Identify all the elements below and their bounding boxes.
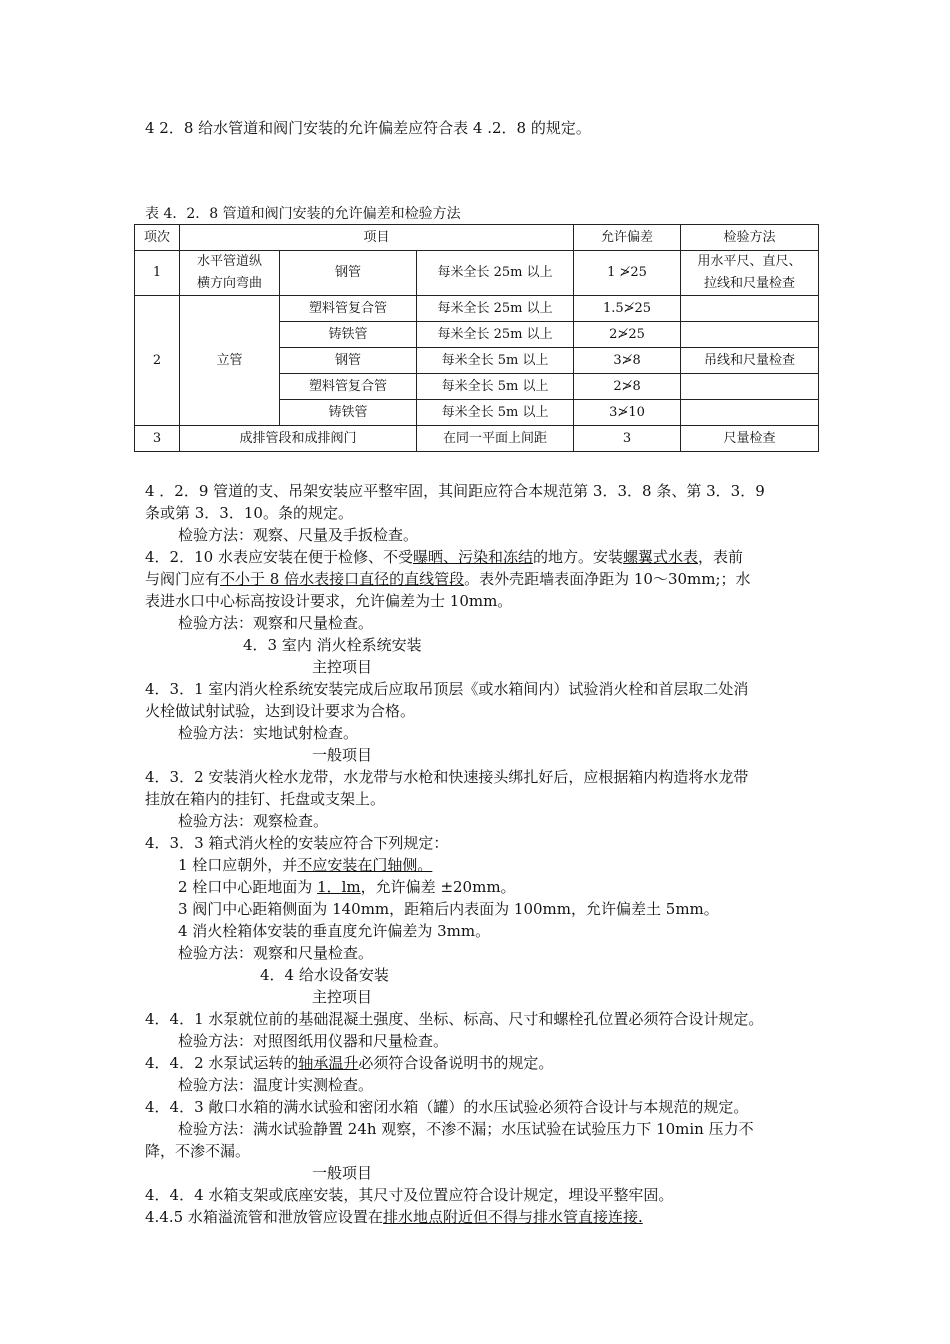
subheading-general-items: 一般项目 [312,746,373,764]
item-cell: 成排管段和成排阀门 [180,426,417,452]
method-line: 用水平尺、直尺、 [697,254,802,269]
subheading-main-items: 主控项目 [312,658,373,676]
underlined-text: 1．lm [317,878,361,896]
underlined-text: 曝晒、污染和冻结 [412,548,533,566]
method-cell: 尺量检查 [681,426,819,452]
method-cell: 吊线和尺量检查 [681,348,819,374]
section-heading-4-3: 4．3 室内 消火栓系统安装 [243,636,422,654]
text-run: 与阀门应有 [145,570,221,588]
material-cell: 钢管 [280,348,417,374]
header-cell: 允许偏差 [574,225,681,251]
inspection-method: 检验方法：实地试射检查。 [178,724,359,742]
material-cell: 铸铁管 [280,400,417,426]
clause-4-4-2 [145,1052,815,1074]
text-run: 。表外壳距墙表面净距为 10～30mm;；水 [464,570,751,588]
text-run: ，允许偏差 ±20mm。 [360,878,516,896]
clause-4-4-3: 4．4．3 敞口水箱的满水试验和密闭水箱（罐）的水压试验必须符合设计与本规范的规定。 [145,1098,749,1116]
text-run: ，表前 [698,548,744,566]
item-group-line: 水平管道纵 [196,254,262,269]
condition-cell: 每米全长 5m 以上 [417,374,574,400]
subheading-general-items: 一般项目 [312,1164,373,1182]
subheading-main-items: 主控项目 [312,988,373,1006]
row-number: 1 [135,251,180,296]
clause-4-3-2: 4．3．2 安装消火栓水龙带，水龙带与水枪和快速接头绑扎好后，应根据箱内构造将水龙带 [145,768,749,786]
text-run: 2 栓口中心距地面为 [178,878,318,896]
list-item: 4 消火栓箱体安装的垂直度允许偏差为 3mm。 [178,922,491,940]
method-cell [681,400,819,426]
table-row [135,296,819,322]
clause-4-3-1: 4．3．1 室内消火栓系统安装完成后应取吊顶层《或水箱间内）试验消火栓和首层取二处消 [145,680,749,698]
inspection-method: 检验方法：温度计实测检查。 [178,1076,374,1094]
inspection-method: 检验方法：观察和尺量检查。 [178,614,374,632]
text-run: 1 栓口应朝外，并 [178,856,298,874]
item-group-line: 横方向弯曲 [196,276,262,291]
item-group [180,251,280,296]
list-item: 3 阀门中心距箱侧面为 140mm，距箱后内表面为 100mm，允许偏差土 5mm。 [178,900,719,918]
material-cell: 铸铁管 [280,322,417,348]
material-cell: 塑料管复合管 [280,296,417,322]
section-heading-4-4: 4．4 给水设备安装 [260,966,389,984]
clause-4-4-5 [145,1206,815,1228]
clause-4-4-1: 4．4．1 水泵就位前的基础混凝土强度、坐标、标高、尺寸和螺栓孔位置必须符合设计规定。 [145,1010,764,1028]
intro-paragraph: 4 2．8 给水管道和阀门安装的允许偏差应符合表 4 .2．8 的规定。 [145,119,591,137]
tolerance-cell: 2≯25 [574,322,681,348]
tolerance-cell: 1.5≯25 [574,296,681,322]
clause-4-3-3: 4．3．3 箱式消火栓的安装应符合下列规定： [145,834,449,852]
list-item [178,854,848,876]
method-cell [681,322,819,348]
condition-cell: 每米全长 25m 以上 [417,322,574,348]
inspection-method: 检验方法：满水试验静置 24h 观察，不渗不漏；水压试验在试验压力下 10min 压力不 [178,1120,754,1138]
condition-cell: 每米全长 5m 以上 [417,400,574,426]
clause-4-2-10-cont [145,568,815,590]
tolerance-cell: 3≯10 [574,400,681,426]
text-run: 4.4.5 水箱溢流管和泄放管应设置在 [145,1208,383,1226]
table-row [135,251,819,296]
clause-4-2-9: 4 ．2．9 管道的支、吊架安装应平整牢固，其间距应符合本规范第 3．3．8 条、第 3．3．9 [145,482,765,500]
header-cell: 检验方法 [681,225,819,251]
inspection-method-cont: 降，不渗不漏。 [145,1142,251,1160]
underlined-text: 不应安装在门轴侧。 [297,856,433,874]
header-cell: 项目 [180,225,574,251]
inspection-method: 检验方法：观察检查。 [178,812,329,830]
inspection-method: 检验方法：观察、尺量及手扳检查。 [178,526,419,544]
clause-4-2-10-cont: 表进水口中心标高按设计要求，允许偏差为士 10mm。 [145,592,513,610]
material-cell: 塑料管复合管 [280,374,417,400]
clause-4-3-1-cont: 火栓做试射试验，达到设计要求为合格。 [145,702,416,720]
row-number: 3 [135,426,180,452]
underlined-text: 轴承温升 [298,1054,359,1072]
table-row [135,426,819,452]
header-cell: 项次 [135,225,180,251]
text-run: 必须符合设备说明书的规定。 [358,1054,554,1072]
clause-4-3-2-cont: 挂放在箱内的挂钉、托盘或支架上。 [145,790,386,808]
method-cell [681,296,819,322]
method-cell [681,251,819,296]
condition-cell: 在同一平面上间距 [417,426,574,452]
inspection-method: 检验方法：对照图纸用仪器和尺量检查。 [178,1032,449,1050]
item-group: 立管 [180,296,280,426]
text-run: 的地方。安装 [532,548,623,566]
method-line: 拉线和尺量检查 [704,276,796,291]
tolerance-table [134,224,819,452]
underlined-text: 螺翼式水表 [622,548,698,566]
underlined-text: 不小于 8 倍水表接口直径的直线管段 [220,570,465,588]
inspection-method: 检验方法：观察和尺量检查。 [178,944,374,962]
row-number: 2 [135,296,180,426]
tolerance-cell: 3≯8 [574,348,681,374]
tolerance-cell: 1 ≯25 [574,251,681,296]
list-item [178,876,848,898]
tolerance-cell: 2≯8 [574,374,681,400]
clause-4-4-4: 4．4．4 水箱支架或底座安装，其尺寸及位置应符合设计规定，埋设平整牢固。 [145,1186,674,1204]
condition-cell: 每米全长 5m 以上 [417,348,574,374]
clause-4-2-9-cont: 条或第 3．3．10。条的规定。 [145,504,353,522]
text-run: 4．2．10 水表应安装在便于检修、不受 [145,548,413,566]
condition-cell: 每米全长 25m 以上 [417,251,574,296]
table-caption: 表 4．2．8 管道和阀门安装的允许偏差和检验方法 [145,206,461,222]
underlined-text: 排水地点附近但不得与排水管直接连接. [382,1208,643,1226]
material-cell: 钢管 [280,251,417,296]
table-header-row [135,225,819,251]
condition-cell: 每米全长 25m 以上 [417,296,574,322]
method-cell [681,374,819,400]
clause-4-2-10 [145,546,815,568]
text-run: 4．4．2 水泵试运转的 [145,1054,299,1072]
tolerance-cell: 3 [574,426,681,452]
